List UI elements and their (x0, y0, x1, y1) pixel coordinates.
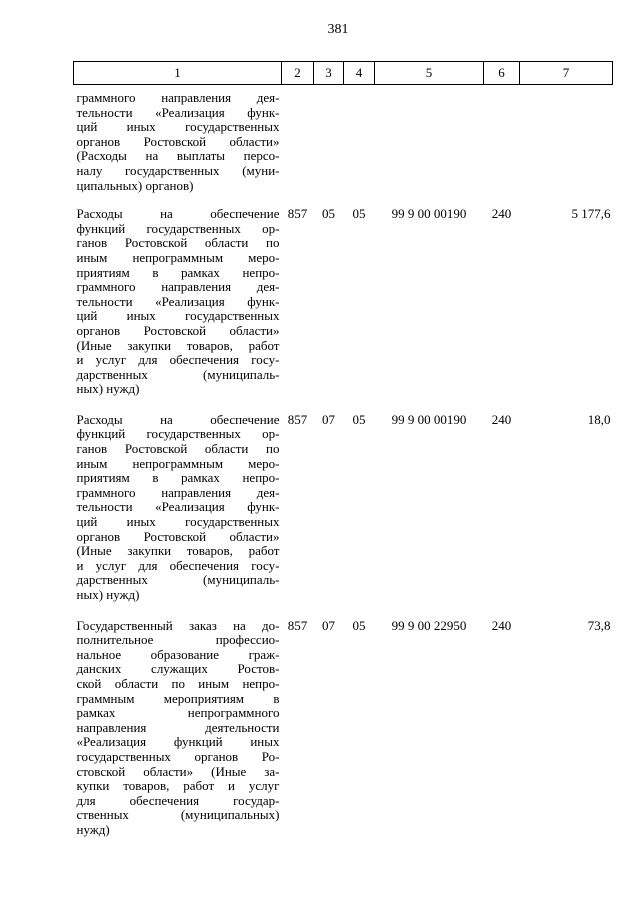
description-line: граммным мероприятиям в (76, 690, 280, 706)
section-code: 05 (322, 206, 335, 222)
description-line: граммного направления дея- (76, 279, 280, 295)
description-line: ганов Ростовской области по (76, 441, 280, 457)
subsection-code: 05 (352, 411, 366, 427)
ministry-code (282, 85, 314, 208)
row-description (74, 85, 282, 208)
description-line: для обеспечения государ- (76, 792, 280, 808)
description-line: граммного направления дея- (76, 484, 280, 500)
table-row (74, 207, 613, 413)
description-line: нальное образование граж- (76, 646, 280, 662)
section-code: 07 (322, 411, 335, 427)
description-line: государственных органов Ро- (76, 748, 280, 764)
description-line: стовской области» (Иные за- (76, 763, 280, 779)
description-line: органов Ростовской области» (76, 133, 280, 149)
column-header: 1 (74, 62, 282, 85)
description-line: иным непрограммным меро- (76, 249, 280, 265)
target-article-code: 99 9 00 00190 (391, 206, 467, 222)
description-line: тельности «Реализация функ- (76, 499, 280, 515)
amount-value: 73,8 (587, 617, 611, 633)
row-description (74, 619, 282, 854)
description-line: и услуг для обеспечения госу- (76, 352, 280, 368)
description-line: приятиям в рамках непро- (76, 264, 280, 280)
description-line: ций иных государственных (76, 514, 280, 530)
subsection-code: 05 (352, 206, 366, 222)
description-line: «Реализация функций иных (76, 734, 280, 750)
expense-type-code (484, 85, 520, 208)
description-line: налу государственных (муни- (76, 162, 280, 178)
description-line: ципальных) органов) (76, 177, 194, 193)
budget-table (73, 61, 613, 854)
table-body (74, 85, 613, 854)
description-line: дарственных (муниципаль- (76, 366, 280, 382)
table-row (74, 619, 613, 854)
description-line: Расходы на обеспечение (76, 206, 280, 222)
description-line: органов Ростовской области» (76, 528, 280, 544)
description-line: данских служащих Ростов- (76, 661, 280, 677)
description-line: ской области по иным непро- (76, 675, 280, 691)
target-article-code: 99 9 00 00190 (391, 411, 467, 427)
column-header: 6 (484, 62, 520, 85)
row-description (74, 207, 282, 413)
description-line: рамках непрограммного (76, 705, 280, 721)
description-line: (Иные закупки товаров, работ (76, 543, 280, 559)
column-header: 7 (520, 62, 613, 85)
description-line: Расходы на обеспечение (76, 411, 280, 427)
column-header: 4 (344, 62, 375, 85)
description-line: тельности «Реализация функ- (76, 104, 280, 120)
table-row (74, 85, 613, 208)
column-header: 2 (282, 62, 314, 85)
description-line: направления деятельности (76, 719, 280, 735)
description-line: ганов Ростовской области по (76, 235, 280, 251)
description-line: приятиям в рамках непро- (76, 470, 280, 486)
ministry-code: 857 (287, 411, 308, 427)
description-line: Государственный заказ на до- (76, 617, 280, 633)
ministry-code: 857 (287, 617, 308, 633)
description-line: ных) нужд) (76, 381, 140, 397)
description-line: полнительное профессио- (76, 632, 280, 648)
section-code (314, 85, 344, 208)
description-line: ций иных государственных (76, 119, 280, 135)
column-header: 5 (375, 62, 484, 85)
description-line: тельности «Реализация функ- (76, 293, 280, 309)
description-line: (Иные закупки товаров, работ (76, 337, 280, 353)
page-number: 381 (327, 22, 349, 37)
description-line: ных) нужд) (76, 587, 140, 602)
section-code: 07 (322, 617, 335, 633)
ministry-code: 857 (287, 206, 308, 222)
expense-type-code: 240 (491, 411, 512, 427)
description-line: ственных (муниципальных) (76, 807, 280, 823)
expense-type-code: 240 (491, 206, 512, 222)
expense-type-code: 240 (491, 617, 512, 633)
description-line: дарственных (муниципаль- (76, 572, 280, 588)
description-line: органов Ростовской области» (76, 322, 280, 338)
description-line: нужд) (76, 821, 110, 837)
amount-value (520, 85, 613, 208)
description-line: граммного направления дея- (76, 90, 280, 105)
description-line: ций иных государственных (76, 308, 280, 324)
description-line: купки товаров, работ и услуг (76, 778, 280, 794)
subsection-code (344, 85, 375, 208)
column-header: 3 (314, 62, 344, 85)
amount-value: 5 177,6 (571, 206, 611, 222)
description-line: иным непрограммным меро- (76, 455, 280, 471)
table-header-row (74, 62, 613, 85)
description-line: (Расходы на выплаты персо- (76, 148, 280, 164)
subsection-code: 05 (352, 617, 366, 633)
description-line: функций государственных ор- (76, 426, 280, 442)
target-article-code (375, 85, 484, 208)
amount-value: 18,0 (587, 411, 611, 427)
target-article-code: 99 9 00 22950 (391, 617, 467, 633)
row-description (74, 413, 282, 619)
description-line: функций государственных ор- (76, 220, 280, 236)
description-line: и услуг для обеспечения госу- (76, 557, 280, 573)
table-row (74, 413, 613, 619)
